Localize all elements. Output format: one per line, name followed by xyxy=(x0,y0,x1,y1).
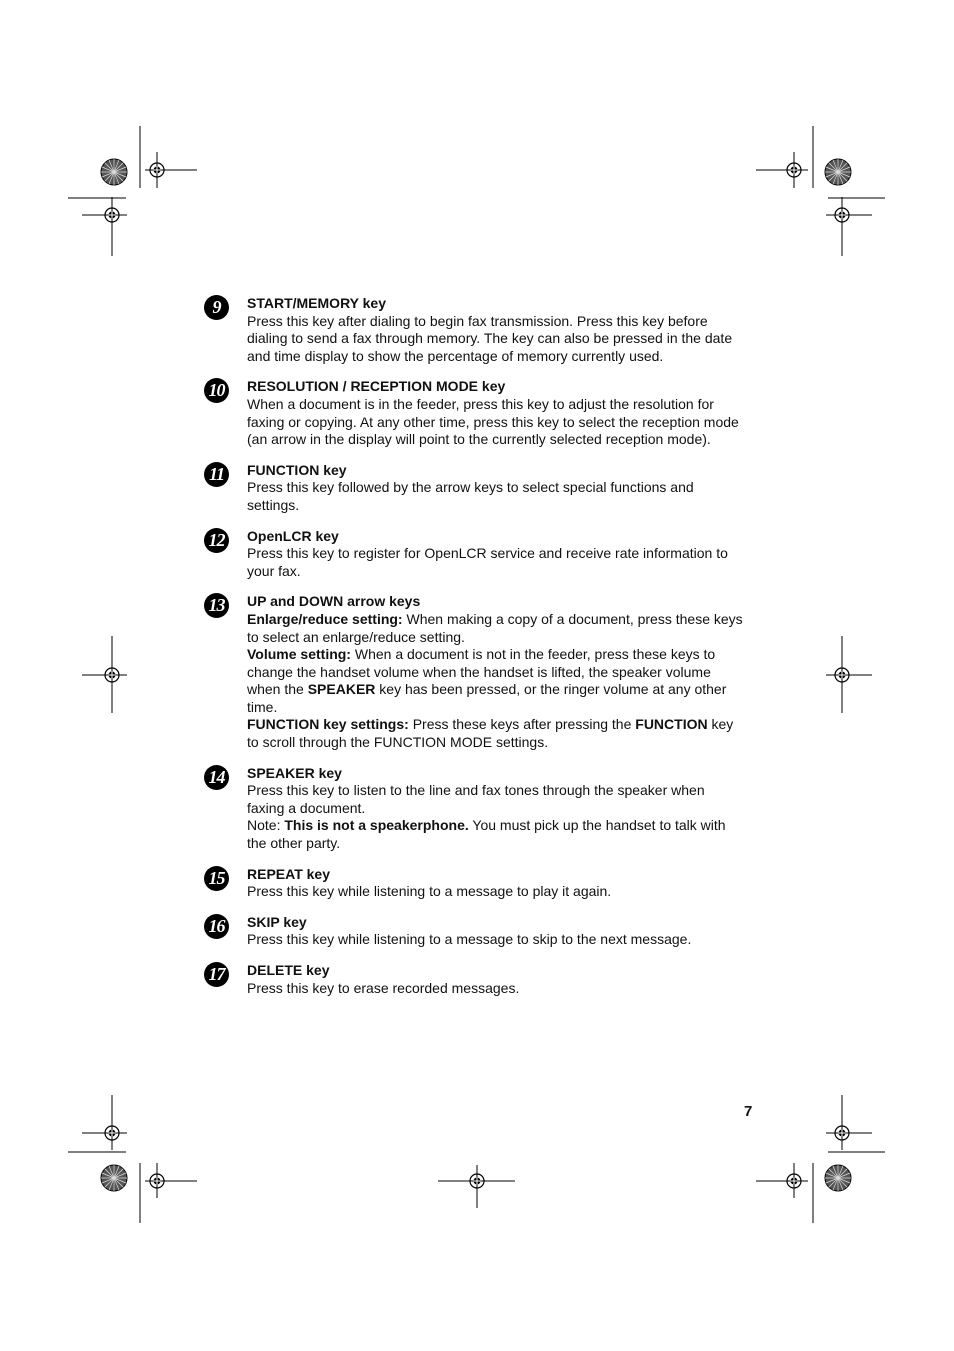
key-descriptions xyxy=(200,295,745,997)
item-openlcr xyxy=(200,528,745,581)
item-resolution-reception xyxy=(200,378,745,448)
volume-text-end: key has been pressed, or the ringer volume at any other time. xyxy=(247,681,727,715)
item-title: RESOLUTION / RECEPTION MODE key xyxy=(247,378,506,395)
volume-label: Volume setting: xyxy=(247,646,351,663)
number-badge: 13 xyxy=(204,593,229,618)
item-title: START/MEMORY key xyxy=(247,295,386,311)
item-title: DELETE key xyxy=(247,962,330,978)
volume-paragraph xyxy=(247,646,745,716)
number-badge: 14 xyxy=(204,765,229,790)
item-start-memory xyxy=(200,295,745,365)
function-settings-paragraph xyxy=(247,716,745,751)
number-badge: 9 xyxy=(204,295,229,320)
item-description: Press this key to register for OpenLCR service and receive rate information to your fax. xyxy=(247,545,728,579)
item-title: REPEAT key xyxy=(247,865,330,882)
volume-text: When a document is not in the feeder, press these keys to change the handset volume when the handset is lifted, the speaker volume when the xyxy=(247,646,716,698)
item-description: Press this key while listening to a message to skip to the next message. xyxy=(247,931,692,948)
number-badge: 12 xyxy=(204,528,229,553)
item-title: SKIP key xyxy=(247,913,307,930)
number-badge: 15 xyxy=(204,866,229,891)
item-description: Press this key to listen to the line and fax tones through the speaker when faxing a document. xyxy=(247,782,705,816)
item-description: Press this key after dialing to begin fax transmission. Press this key before dialing to send a fax through memory. The key can also be pressed in the date and time display to show the percentage of memory currently used. xyxy=(247,312,733,364)
speaker-bold: SPEAKER xyxy=(307,681,376,698)
item-function xyxy=(200,462,745,515)
item-speaker xyxy=(200,765,745,853)
function-settings-text-end: key to scroll through the FUNCTION MODE settings. xyxy=(247,716,734,751)
item-up-down-arrows xyxy=(200,593,745,751)
item-title: OpenLCR key xyxy=(247,527,339,544)
note-text: You must pick up the handset to talk with the other party. xyxy=(247,817,726,852)
item-description: Press this key followed by the arrow keys to select special functions and settings. xyxy=(247,479,694,513)
enlarge-reduce-paragraph xyxy=(247,611,745,646)
function-settings-text: Press these keys after pressing the xyxy=(408,716,636,733)
page-number: 7 xyxy=(744,1103,753,1120)
note-bold: This is not a speakerphone. xyxy=(284,817,469,834)
item-skip xyxy=(200,914,745,949)
item-description: When a document is in the feeder, press this key to adjust the resolution for faxing or copying. At any other time, press this key to select the reception mode (an arrow in the display will point to the currently selected reception mode). xyxy=(247,395,739,448)
function-settings-label: FUNCTION key settings: xyxy=(247,716,409,733)
function-bold: FUNCTION xyxy=(635,716,708,733)
number-badge: 11 xyxy=(204,462,229,487)
item-delete xyxy=(200,962,745,997)
item-title: FUNCTION key xyxy=(247,461,347,478)
item-title: UP and DOWN arrow keys xyxy=(247,593,421,610)
item-description: Press this key to erase recorded messages. xyxy=(247,979,520,996)
item-description: Press this key while listening to a message to play it again. xyxy=(247,883,612,900)
number-badge: 16 xyxy=(204,914,229,939)
number-badge: 10 xyxy=(204,378,229,403)
enlarge-reduce-label: Enlarge/reduce setting: xyxy=(247,610,403,627)
item-repeat xyxy=(200,866,745,901)
item-title: SPEAKER key xyxy=(247,764,342,781)
number-badge: 17 xyxy=(204,962,229,987)
enlarge-reduce-text: When making a copy of a document, press these keys to select an enlarge/reduce setting. xyxy=(247,610,743,645)
speaker-note xyxy=(247,817,745,852)
note-prefix: Note: xyxy=(247,817,285,834)
